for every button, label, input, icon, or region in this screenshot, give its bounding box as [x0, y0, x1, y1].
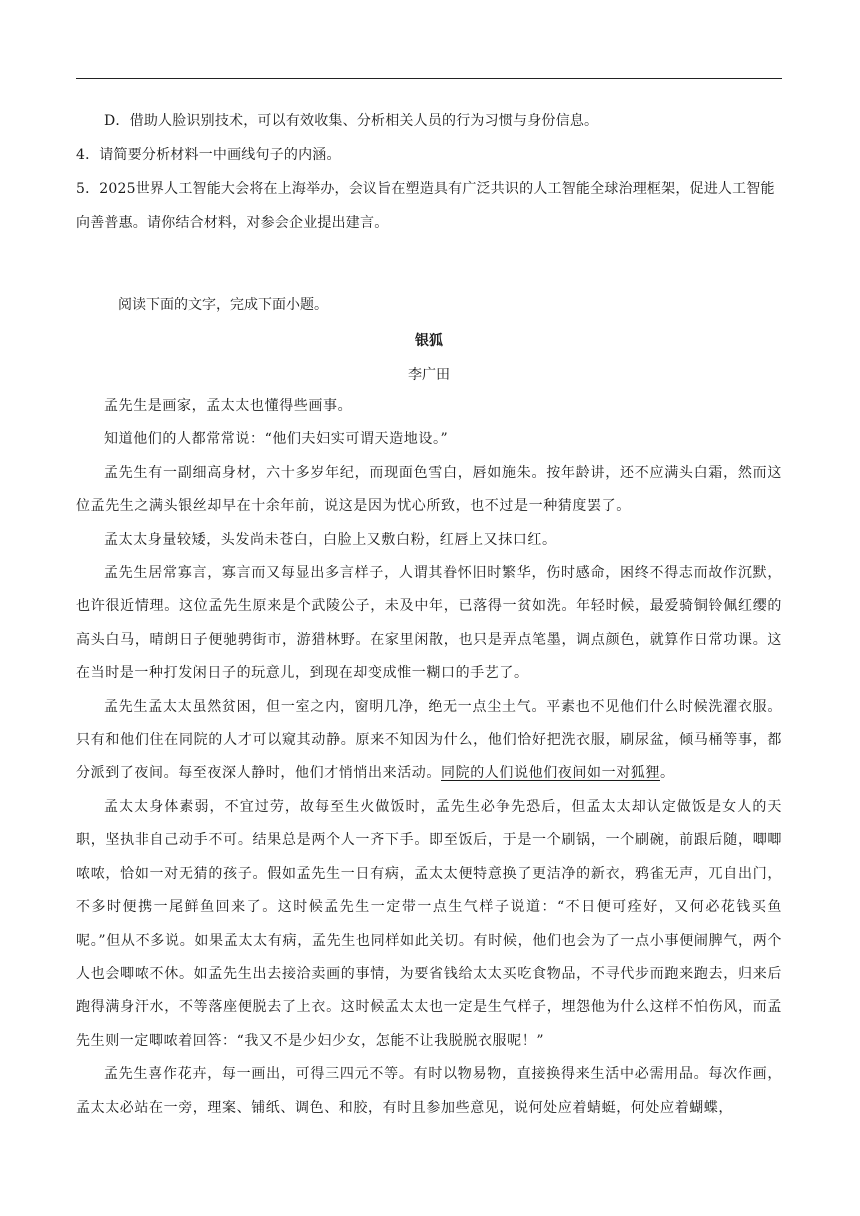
paragraph: 孟先生有一副细高身材，六十多岁年纪，而现面色雪白，唇如施朱。按年龄讲，还不应满头白霜，然而这位孟先生之满头银丝却早在十余年前，说这是因为忧心所致，也不过是一种猜度罢了。	[76, 464, 782, 515]
paragraph	[76, 691, 782, 791]
header-rule	[76, 78, 782, 79]
underlined-sentence: 同院的人们说他们夜间如一对狐狸	[441, 765, 660, 782]
passage-author: 李广田	[408, 367, 450, 383]
paragraph: 孟太太身量较矮，头发尚未苍白，白脸上又敷白粉，红唇上又抹口红。	[104, 531, 557, 548]
question-4: 4．请简要分析材料一中画线句子的内涵。	[76, 147, 341, 163]
paragraph-text: 。	[660, 765, 675, 782]
passage-body	[76, 390, 782, 1125]
paragraph: 孟先生居常寡言，寡言而又每显出多言样子，人谓其眷怀旧时繁华，伤时感命，困终不得志而故作沉默，也许很近情理。这位孟先生原来是个武陵公子，未及中年，已落得一贫如洗。年轻时候，最爱骑铜铃佩红缨的高头白马，晴朗日子便驰骋街市，游猎林野。在家里闲散，也只是弄点笔墨，调点颜色，就算作日常功课。这在当时是一种打发闲日子的玩意儿，到现在却变成惟一糊口的手艺了。	[76, 565, 782, 682]
paragraph: 知道他们的人都常常说：“他们夫妇实可谓天造地设。”	[104, 431, 449, 448]
question-5: 5．2025世界人工智能大会将在上海举办，会议旨在塑造具有广泛共识的人工智能全球治理框架，促进人工智能向善普惠。请你结合材料，对参会企业提出建言。	[76, 181, 775, 231]
reading-instruction: 阅读下面的文字，完成下面小题。	[118, 297, 328, 313]
paragraph: 孟先生是画家，孟太太也懂得些画事。	[104, 398, 353, 414]
document-page	[76, 104, 782, 1125]
paragraph: 孟先生喜作花卉，每一画出，可得三四元不等。有时以物易物，直接换得来生活中必需用品。每次作画，孟太太必站在一旁，理案、铺纸、调色、和胶，有时且参加些意见，说何处应着蜻蜓，何处应着蝴蝶，	[76, 1066, 782, 1116]
paragraph: 孟太太身体素弱，不宜过劳，故每至生火做饭时，孟先生必争先恐后，但孟太太却认定做饭是女人的天职，坚执非自己动手不可。结果总是两个人一齐下手。即至饭后，于是一个刷锅，一个刷碗，前跟后随，唧唧哝哝，恰如一对无猜的孩子。假如孟先生一日有病，孟太太便特意换了更洁净的新衣，鸦雀无声，兀自出门，不多时便携一尾鲜鱼回来了。这时候孟先生一定带一点生气样子说道：“不日便可痊好，又何必花钱买鱼呢。”但从不多说。如果孟太太有病，孟先生也同样如此关切。有时候，他们也会为了一点小事便闹脾气，两个人也会唧哝不休。如孟先生出去接洽卖画的事情，为要省钱给太太买吃食物品，不寻代步而跑来跑去，归来后跑得满身汗水，不等落座便脱去了上衣。这时候孟太太也一定是生气样子，埋怨他为什么这样不怕伤风，而孟先生则一定唧哝着回答：“我又不是少妇少女，怎能不让我脱脱衣服呢！”	[76, 798, 782, 1049]
passage-title: 银狐	[415, 333, 443, 349]
paragraph-text: 孟先生孟太太虽然贫困，但一室之内，窗明几净，绝无一点尘土气。平素也不见他们什么时候洗濯衣服。只有和他们住在同院的人才可以窥其动静。原来不知因为什么，他们恰好把洗衣服，刷尿盆，倾马桶等事，都分派到了夜间。每至夜深人静时，他们才悄悄出来活动。	[76, 698, 782, 782]
option-d: D．借助人脸识别技术，可以有效收集、分析相关人员的行为习惯与身份信息。	[104, 113, 599, 129]
